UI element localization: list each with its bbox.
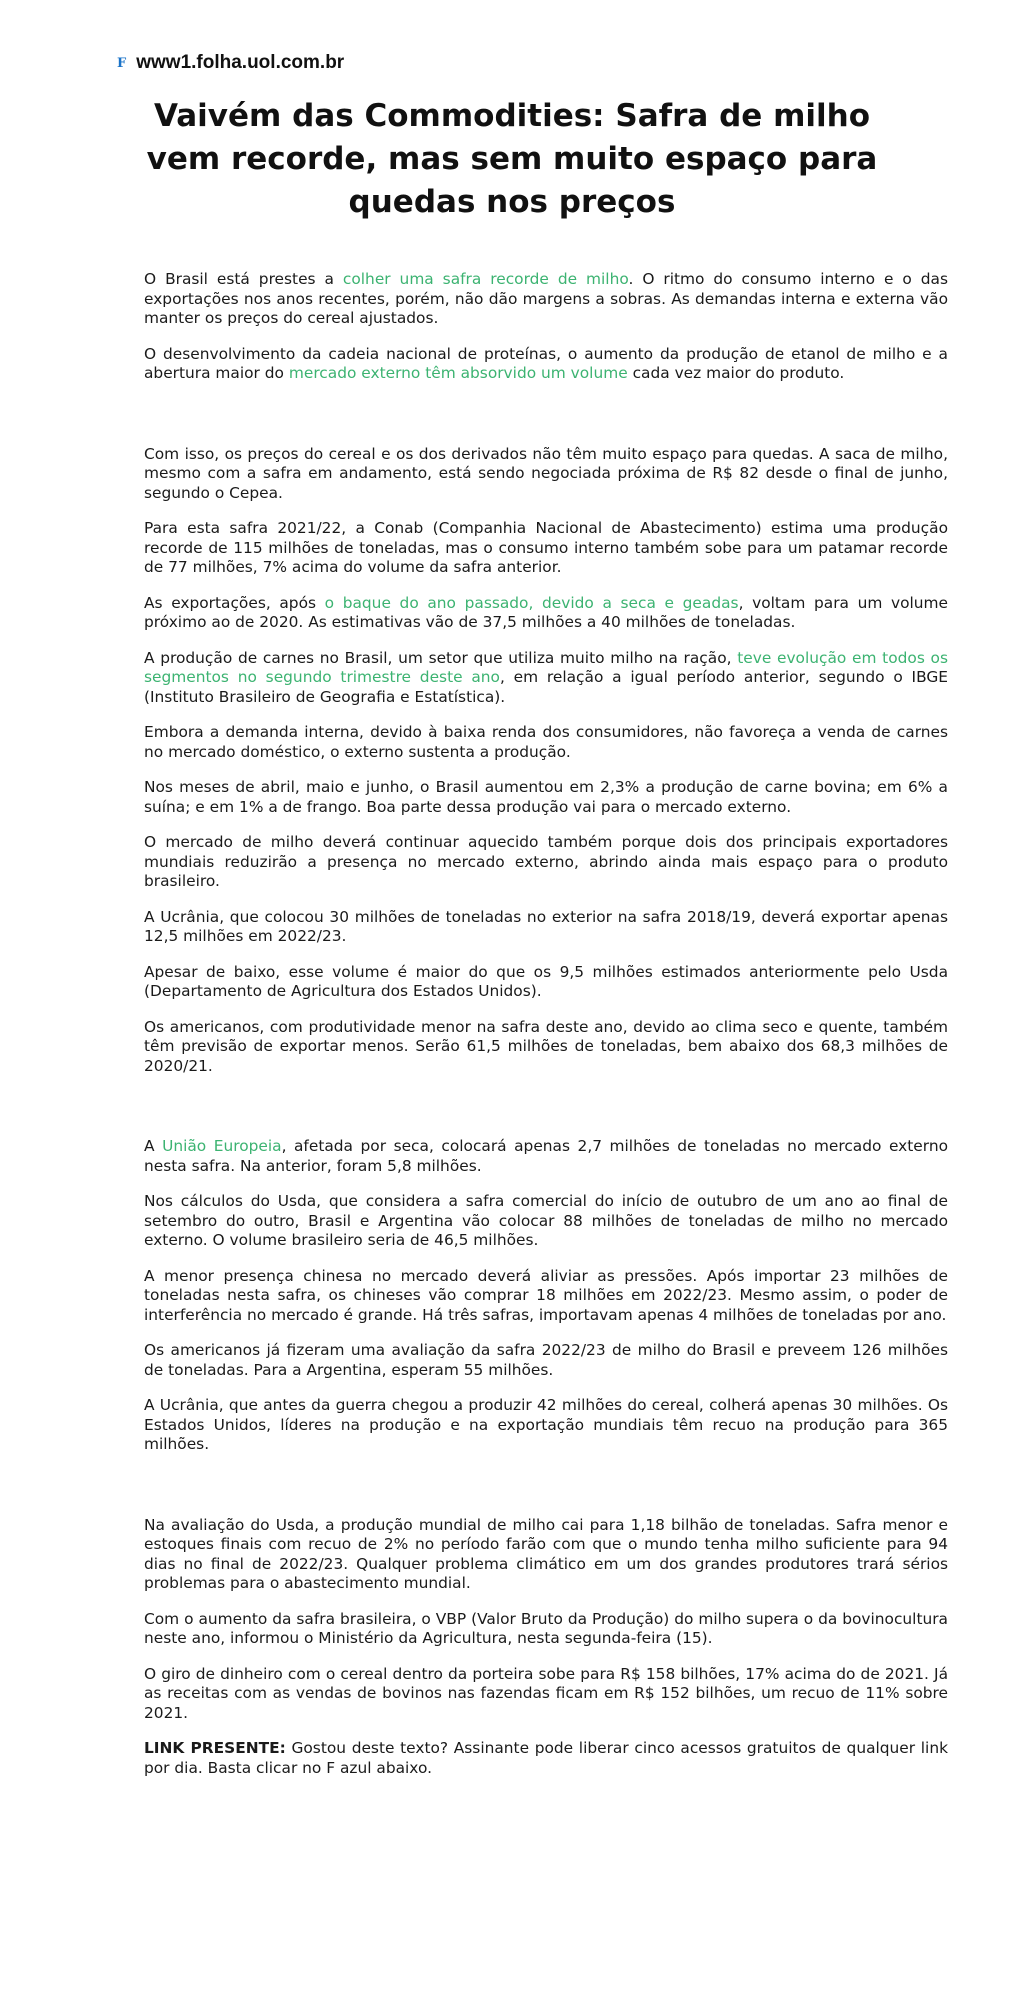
article-paragraph: Na avaliação do Usda, a produção mundial de milho cai para 1,18 bilhão de toneladas. Safra menor e estoques finais com recuo de 2% no período farão com que o mundo tenha milho suficiente para 94 dias no final de 2022/23. Qualquer problema climático em um dos grandes produtores trará sérios problemas para o abastecimento mundial.	[144, 1515, 948, 1592]
paragraph-text: O Brasil está prestes a	[144, 270, 343, 288]
article-paragraph	[144, 649, 948, 708]
paragraph-text: Gostou deste texto? Assinante pode liberar cinco acessos gratuitos de qualquer link por dia. Basta clicar no F azul abaixo.	[144, 1739, 948, 1777]
paragraph-text: As exportações, após	[144, 593, 325, 612]
folha-favicon-icon: F	[117, 55, 127, 71]
article-link[interactable]: teve evolução em todos os segmentos no segundo trimestre deste ano	[144, 648, 948, 686]
article-paragraph: A Ucrânia, que colocou 30 milhões de toneladas no exterior na safra 2018/19, deverá exportar apenas 12,5 milhões em 2022/23.	[144, 907, 948, 945]
section-spacer	[144, 1092, 948, 1137]
paragraph-text: , afetada por seca, colocará apenas 2,7 milhões de toneladas no mercado externo nesta safra. Na anterior, foram 5,8 milhões.	[144, 1137, 948, 1175]
article-paragraph: Os americanos, com produtividade menor na safra deste ano, devido ao clima seco e quente, também têm previsão de exportar menos. Serão 61,5 milhões de toneladas, bem abaixo dos 68,3 milhões de 2020/21.	[144, 1017, 948, 1075]
article-paragraph: Com isso, os preços do cereal e os dos derivados não têm muito espaço para quedas. A saca de milho, mesmo com a safra em andamento, está sendo negociada próxima de R$ 82 desde o final de junho, segundo o Cepea.	[144, 444, 948, 502]
paragraph-text: , voltam para um volume próximo ao de 2020. As estimativas vão de 37,5 milhões a 40 milhões de toneladas.	[144, 593, 949, 631]
link-presente-paragraph	[144, 1739, 948, 1778]
article-paragraph: A Ucrânia, que antes da guerra chegou a produzir 42 milhões do cereal, colherá apenas 30 milhões. Os Estados Unidos, líderes na produção e na exportação mundiais têm recuo na produção para 365 milhões.	[144, 1396, 948, 1453]
site-header	[117, 52, 344, 74]
article-paragraph: Para esta safra 2021/22, a Conab (Companhia Nacional de Abastecimento) estima uma produção recorde de 115 milhões de toneladas, mas o consumo interno também sobe para um patamar recorde de 77 milhões, 7% acima do volume da safra anterior.	[144, 519, 948, 576]
article-paragraph: Com o aumento da safra brasileira, o VBP (Valor Bruto da Produção) do milho supera o da bovinocultura neste ano, informou o Ministério da Agricultura, nesta segunda-feira (15).	[144, 1609, 948, 1647]
paragraph-text: A produção de carnes no Brasil, um setor que utiliza muito milho na ração,	[144, 648, 738, 667]
article-paragraph: Embora a demanda interna, devido à baixa renda dos consumidores, não favoreça a venda de carnes no mercado doméstico, o externo sustenta a produção.	[144, 723, 948, 761]
article-paragraph	[144, 594, 948, 633]
paragraph-text: cada vez maior do produto.	[627, 364, 845, 382]
article-body	[144, 270, 948, 1794]
article-paragraph: O giro de dinheiro com o cereal dentro da porteira sobe para R$ 158 bilhões, 17% acima do de 2021. Já as receitas com as vendas de bovinos nas fazendas ficam em R$ 152 bilhões, um recuo de 11% sobre 2021.	[144, 1664, 948, 1722]
paragraph-text: A	[144, 1137, 163, 1155]
article-paragraph	[144, 270, 948, 329]
article-link[interactable]: colher uma safra recorde de milho	[342, 270, 629, 288]
article-link[interactable]: o baque do ano passado, devido a seca e geadas	[324, 593, 739, 612]
article-title: Vaivém das Commodities: Safra de milho vem recorde, mas sem muito espaço para quedas nos preços	[146, 98, 878, 220]
article-link[interactable]: mercado externo têm absorvido um volume	[288, 364, 628, 382]
article-link[interactable]: União Europeia	[162, 1137, 282, 1155]
article-paragraph: Nos meses de abril, maio e junho, o Brasil aumentou em 2,3% a produção de carne bovina; em 6% a suína; e em 1% a de frango. Boa parte dessa produção vai para o mercado externo.	[144, 778, 948, 816]
article-paragraph: Apesar de baixo, esse volume é maior do que os 9,5 milhões estimados anteriormente pelo Usda (Departamento de Agricultura dos Estados Unidos).	[144, 962, 948, 1000]
section-spacer	[144, 400, 948, 445]
article-paragraph: A menor presença chinesa no mercado deverá aliviar as pressões. Após importar 23 milhões de toneladas nesta safra, os chineses vão comprar 18 milhões em 2022/23. Mesmo assim, o poder de interferência no mercado é grande. Há três safras, importavam apenas 4 milhões de toneladas por ano.	[144, 1266, 948, 1324]
paragraph-text: , em relação a igual período anterior, segundo o IBGE (Instituto Brasileiro de Geografia e Estatística).	[144, 668, 949, 706]
link-presente-label: LINK PRESENTE:	[144, 1739, 286, 1757]
article-paragraph: Nos cálculos do Usda, que considera a safra comercial do início de outubro de um ano ao final de setembro do outro, Brasil e Argentina vão colocar 88 milhões de toneladas de milho no mercado externo. O volume brasileiro seria de 46,5 milhões.	[144, 1192, 948, 1249]
paragraph-text: . O ritmo do consumo interno e o das exportações nos anos recentes, porém, não dão margens a sobras. As demandas interna e externa vão manter os preços do cereal ajustados.	[144, 270, 948, 327]
article-paragraph: O mercado de milho deverá continuar aquecido também porque dois dos principais exportadores mundiais reduzirão a presença no mercado externo, abrindo ainda mais espaço para o produto brasileiro.	[144, 833, 948, 890]
paragraph-text: O desenvolvimento da cadeia nacional de proteínas, o aumento da produção de etanol de milho e a abertura maior do	[144, 344, 948, 382]
article-paragraph	[144, 1137, 948, 1176]
article-paragraph: Os americanos já fizeram uma avaliação da safra 2022/23 de milho do Brasil e preveem 126 milhões de toneladas. Para a Argentina, esperam 55 milhões.	[144, 1341, 948, 1379]
section-spacer	[144, 1471, 948, 1516]
article-paragraph	[144, 345, 948, 384]
site-domain: www1.folha.uol.com.br	[136, 52, 345, 73]
